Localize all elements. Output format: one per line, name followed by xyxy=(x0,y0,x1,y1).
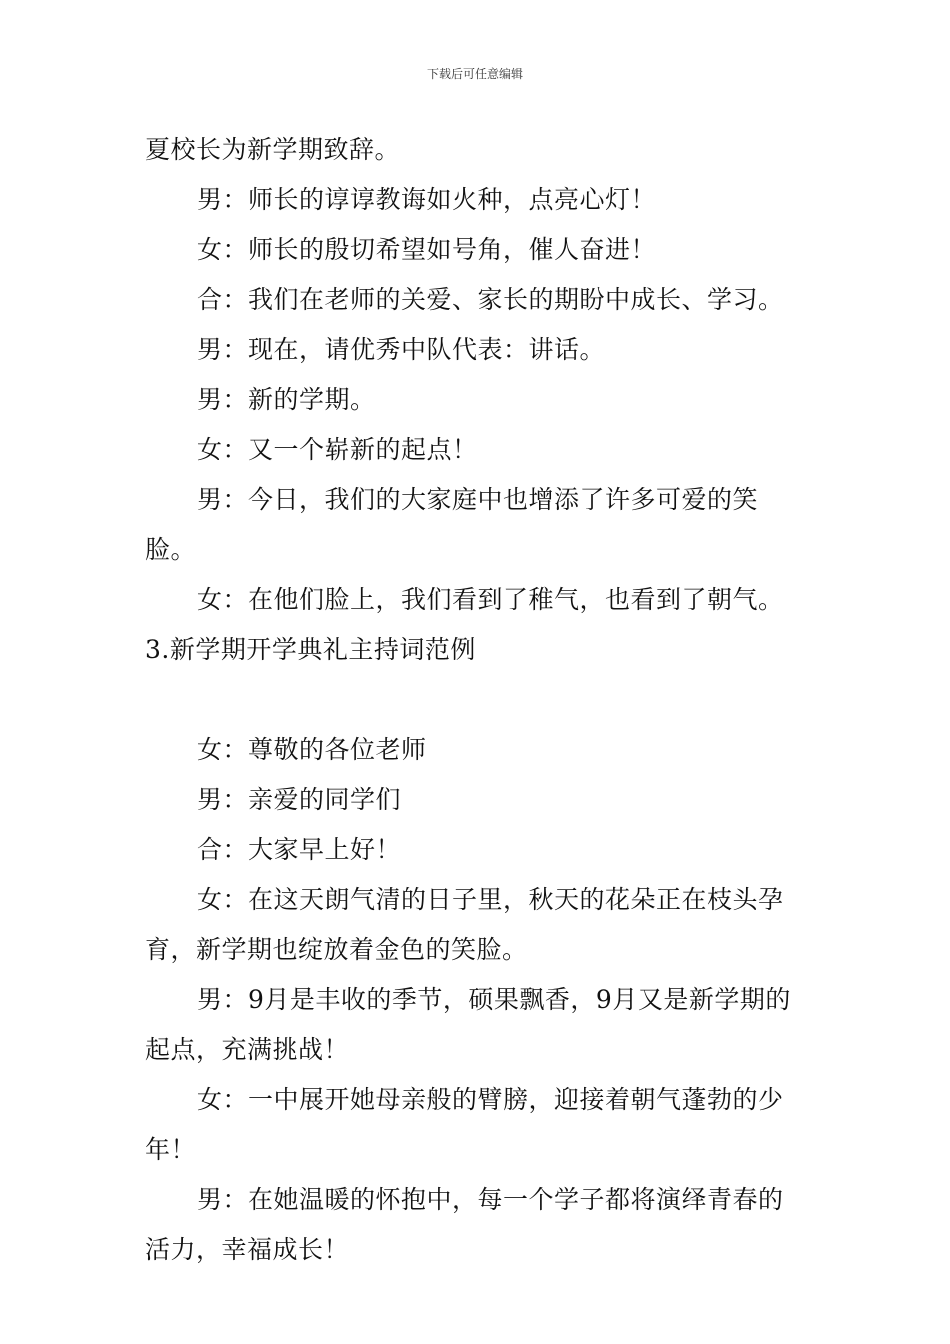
paragraph: 男：今日，我们的大家庭中也增添了许多可爱的笑脸。 xyxy=(145,485,759,564)
paragraph: 男：亲爱的同学们 xyxy=(197,785,402,814)
header-note: 下载后可任意编辑 xyxy=(426,67,523,81)
document-body xyxy=(145,125,807,1275)
paragraph: 男：9月是丰收的季节，硕果飘香，9月又是新学期的起点，充满挑战！ xyxy=(145,985,791,1064)
paragraph: 女：尊敬的各位老师 xyxy=(197,735,427,764)
paragraph: 女：在这天朗气清的日子里，秋天的花朵正在枝头孕育，新学期也绽放着金色的笑脸。 xyxy=(145,885,784,964)
paragraph: 男：现在，请优秀中队代表：讲话。 xyxy=(197,335,606,364)
paragraph: 女：又一个崭新的起点！ xyxy=(197,435,478,464)
paragraph: 合：我们在老师的关爱、家长的期盼中成长、学习。 xyxy=(197,285,784,314)
paragraph: 女：在他们脸上，我们看到了稚气，也看到了朝气。 xyxy=(197,585,784,614)
paragraph: 女：师长的殷切希望如号角，催人奋进！ xyxy=(197,235,657,264)
blank-line xyxy=(145,675,807,725)
paragraph: 合：大家早上好！ xyxy=(197,835,402,864)
paragraph: 男：在她温暖的怀抱中，每一个学子都将演绎青春的活力，幸福成长！ xyxy=(145,1185,784,1264)
paragraph: 男：师长的谆谆教诲如火种，点亮心灯！ xyxy=(197,185,657,214)
paragraph: 女：一中展开她母亲般的臂膀，迎接着朝气蓬勃的少年！ xyxy=(145,1085,784,1164)
section-heading: 3.新学期开学典礼主持词范例 xyxy=(145,635,476,664)
paragraph: 男：新的学期。 xyxy=(197,385,376,414)
paragraph: 夏校长为新学期致辞。 xyxy=(145,135,401,164)
